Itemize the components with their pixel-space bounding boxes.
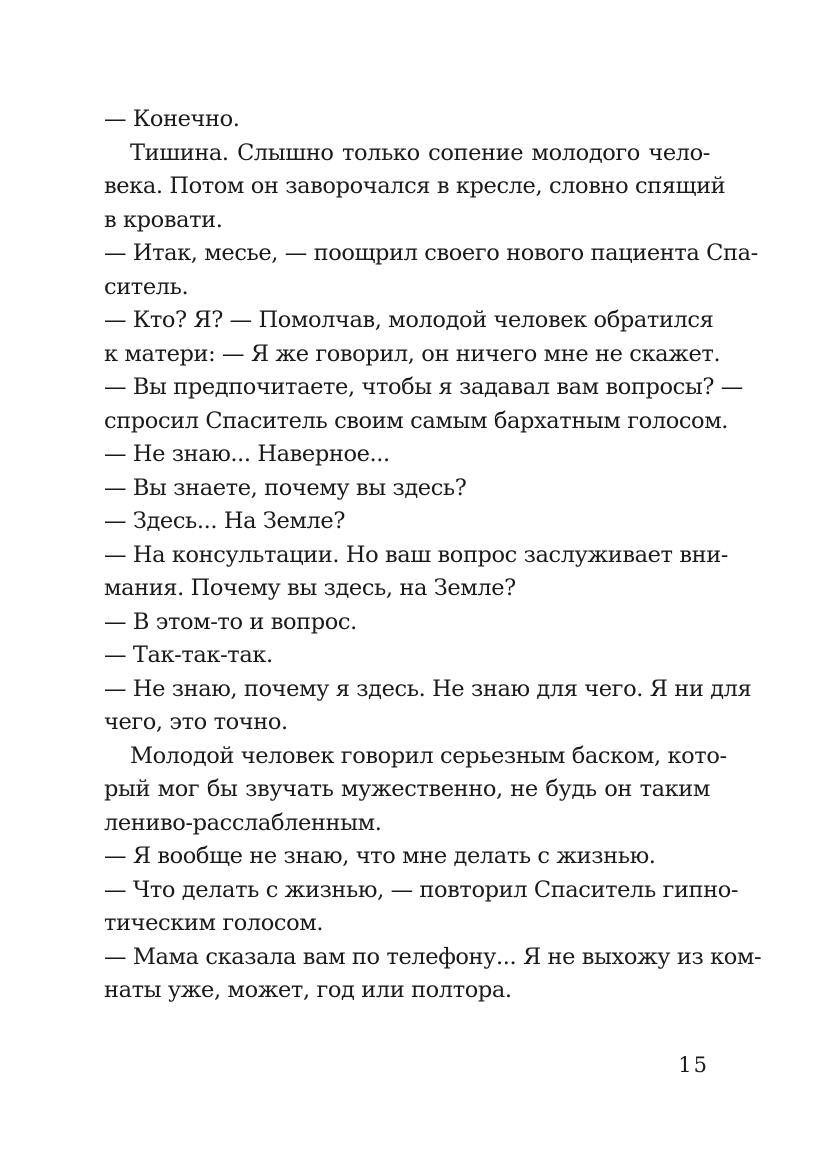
text-line: тическим голосом. (104, 910, 324, 936)
text-line: — Я вообще не знаю, что мне делать с жизнью. (104, 843, 656, 869)
text-line: Молодой человек говорил серьезным баском, кото- (130, 742, 727, 769)
text-line: — Кто? Я? — Помолчав, молодой человек обратился (104, 307, 714, 333)
text-line: — Так-так-так. (104, 642, 273, 668)
text-line: ситель. (104, 273, 189, 300)
text-line: века. Потом он заворочался в кресле, словно спящий (104, 173, 726, 199)
text-line: — Итак, месье, — поощрил своего нового пациента Спа- (104, 240, 758, 266)
body-text (104, 103, 762, 1008)
text-line: спросил Спаситель своим самым бархатным голосом. (104, 407, 729, 434)
text-line: — Конечно. (104, 106, 240, 132)
text-line: чего, это точно. (104, 709, 288, 735)
text-line: Тишина. Слышно только сопение молодого чело- (130, 139, 710, 166)
text-line: лениво-расслабленным. (104, 809, 382, 836)
text-line: — Не знаю, почему я здесь. Не знаю для чего. Я ни для (104, 675, 752, 702)
text-line: — Здесь... На Земле? (104, 508, 345, 534)
text-line: в кровати. (104, 206, 223, 233)
text-line: — Вы знаете, почему вы здесь? (104, 474, 467, 501)
text-line: — Вы предпочитаете, чтобы я задавал вам вопросы? — (104, 374, 743, 400)
page-number: 15 (678, 1053, 709, 1077)
text-line: мания. Почему вы здесь, на Земле? (104, 575, 516, 601)
text-line: — Мама сказала вам по телефону... Я не выхожу из ком- (104, 943, 762, 970)
text-line: рый мог бы звучать мужественно, не будь он таким (104, 776, 710, 802)
text-line: — В этом-то и вопрос. (104, 608, 357, 635)
text-line: — На консультации. Но ваш вопрос заслуживает вни- (104, 541, 729, 568)
text-line: — Что делать с жизнью, — повторил Спаситель гипно- (104, 876, 739, 903)
text-line: к матери: — Я же говорил, он ничего мне не скажет. (104, 340, 721, 367)
text-line: наты уже, может, год или полтора. (104, 977, 512, 1003)
text-line: — Не знаю... Наверное... (104, 441, 390, 467)
